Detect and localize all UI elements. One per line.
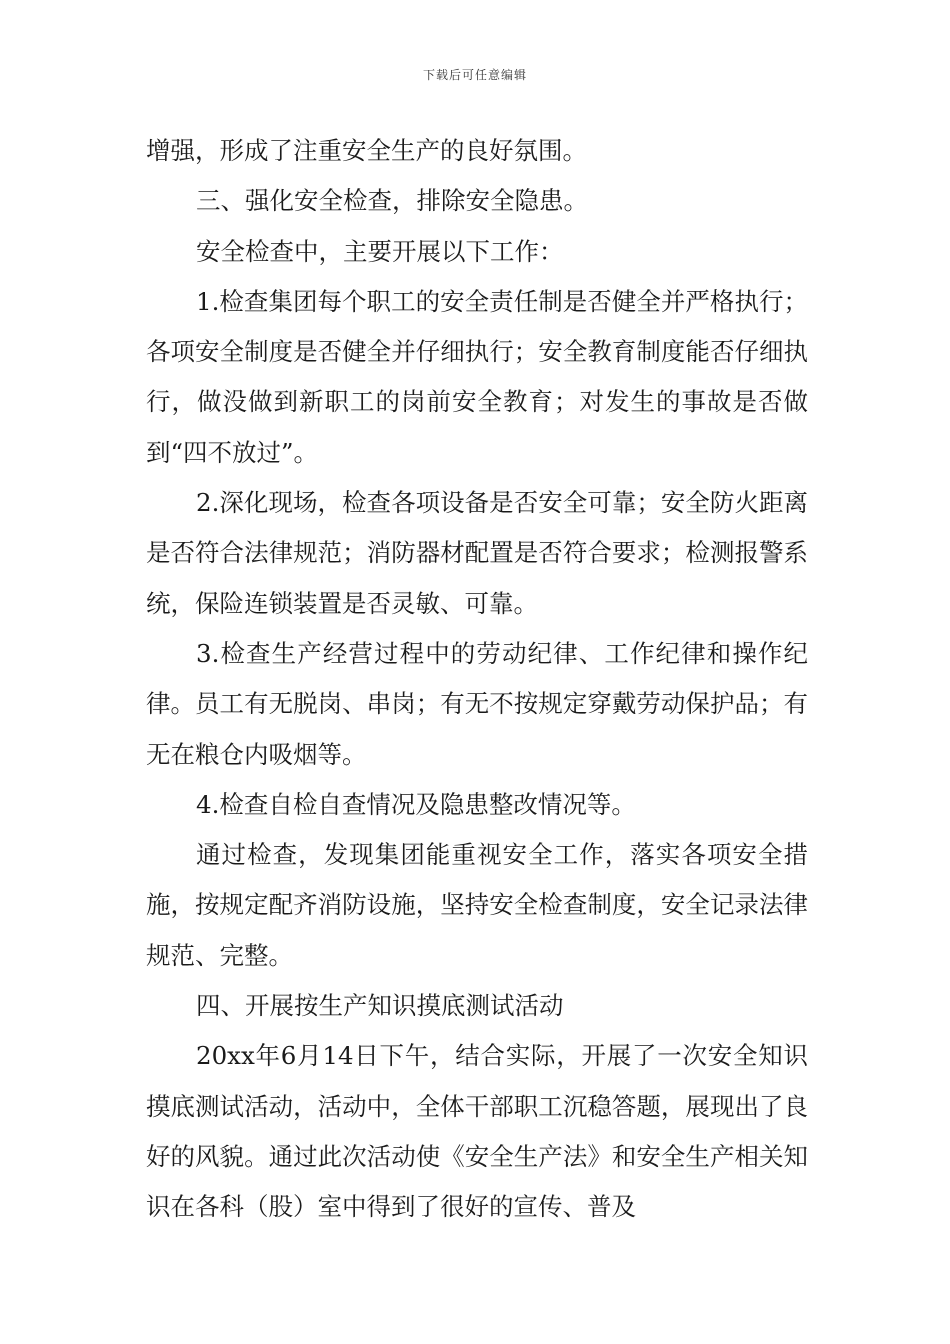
document-body — [146, 126, 808, 1233]
list-item-4: 4.检查自检自查情况及隐患整改情况等。 — [196, 789, 636, 819]
paragraph-2: 安全检查中，主要开展以下工作： — [196, 236, 564, 266]
paragraph-3: 通过检查，发现集团能重视安全工作，落实各项安全措施，按规定配齐消防设施，坚持安全检查制度，安全记录法律规范、完整。 — [146, 840, 808, 970]
paragraph-4: 20xx年6月14日下午，结合实际，开展了一次安全知识摸底测试活动，活动中，全体干部职工沉稳答题，展现出了良好的风貌。通过此次活动使《安全生产法》和安全生产相关知识在各科（股）室中得到了很好的宣传、普及 — [146, 1041, 808, 1222]
list-item-3: 3.检查生产经营过程中的劳动纪律、工作纪律和操作纪律。员工有无脱岗、串岗；有无不按规定穿戴劳动保护品；有无在粮仓内吸烟等。 — [146, 638, 808, 769]
paragraph-1: 增强，形成了注重安全生产的良好氛围。 — [146, 136, 587, 165]
list-item-2: 2.深化现场，检查各项设备是否安全可靠；安全防火距离是否符合法律规范；消防器材配置是否符合要求；检测报警系统，保险连锁装置是否灵敏、可靠。 — [146, 488, 808, 618]
section-heading-4: 四、开展按生产知识摸底测试活动 — [196, 991, 564, 1021]
header-note: 下载后可任意编辑 — [422, 68, 527, 82]
list-item-1: 1.检查集团每个职工的安全责任制是否健全并严格执行；各项安全制度是否健全并仔细执行；安全教育制度能否仔细执行，做没做到新职工的岗前安全教育；对发生的事故是否做到“四不放过”。 — [146, 286, 808, 467]
section-heading-3: 三、强化安全检查，排除安全隐患。 — [196, 186, 588, 216]
